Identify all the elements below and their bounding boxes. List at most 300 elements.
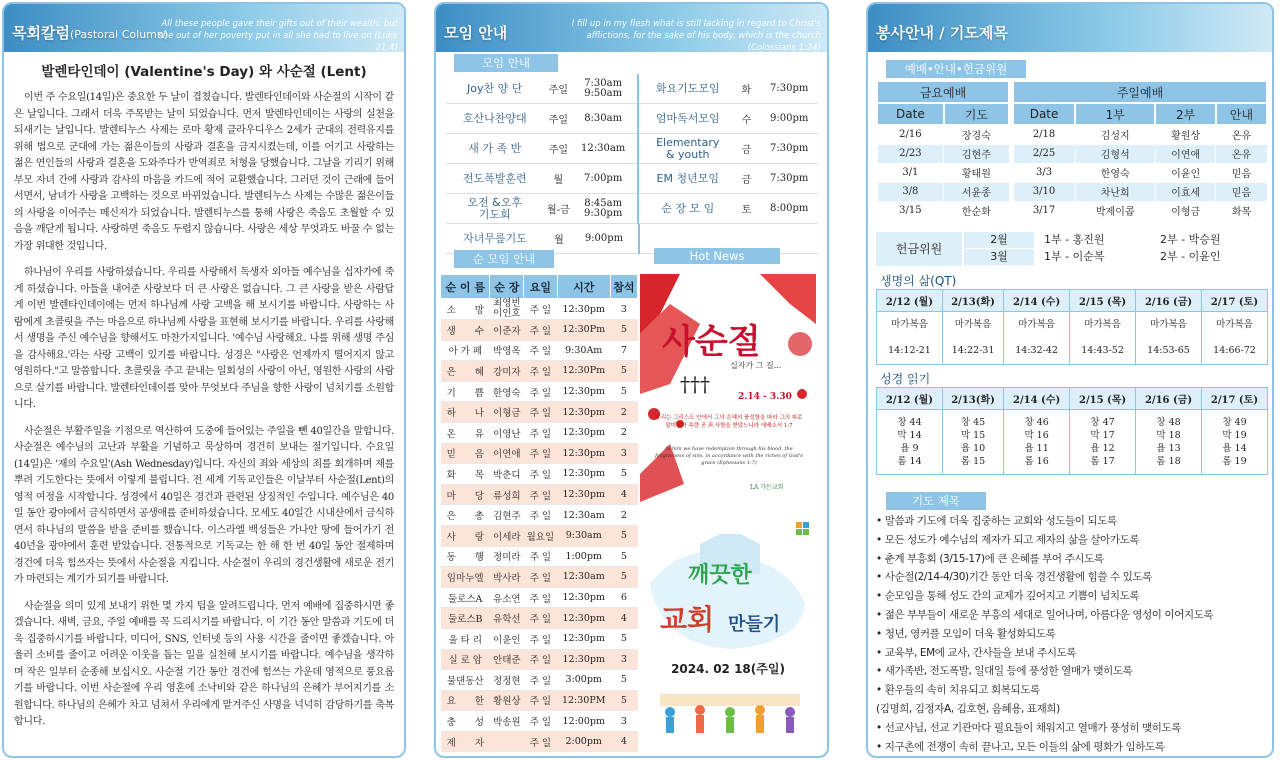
bible-ref: 창 46 <box>1024 417 1049 428</box>
qt-book: 마가복음 <box>1150 319 1187 330</box>
table-row <box>877 144 1009 163</box>
column-divider <box>637 74 639 104</box>
volunteers-illustration <box>640 684 816 744</box>
bible-ref: 롬 14 <box>897 456 922 467</box>
service-cell: 3/8 <box>877 182 944 201</box>
soon-cell: 4 <box>610 484 637 505</box>
meeting-row <box>446 104 818 134</box>
bible-ref: 욥 11 <box>1024 443 1049 454</box>
poster-dates: 2.14 - 3.30 <box>738 392 792 402</box>
qt-date: 2/13(화) <box>942 290 1003 312</box>
soon-cell: 12:30pm <box>557 443 610 464</box>
qt-cell <box>877 312 943 365</box>
prayer-item: • 환우들의 속히 치유되고 회복되도록 <box>876 684 1040 697</box>
table-row <box>441 711 638 732</box>
sunday-service-table <box>1012 80 1268 221</box>
soon-cell: 임마누엘 <box>441 567 490 588</box>
poster-logo: LA 가든교회 <box>750 484 784 491</box>
soon-cell: 5 <box>610 546 637 567</box>
bible-ref: 창 44 <box>897 417 922 428</box>
qt-date: 2/12 (월) <box>877 290 943 312</box>
clean-title-3: 만들기 <box>728 614 781 635</box>
table-row <box>441 649 638 670</box>
meeting-name: 엄마독서모임 <box>655 111 720 125</box>
soon-cell: 5 <box>610 628 637 649</box>
meeting-time: 7:30pm <box>770 173 809 184</box>
qt-cell <box>1136 312 1202 365</box>
qt-ref: 14:43-52 <box>1081 345 1124 356</box>
bible-ref: 창 47 <box>1090 417 1115 428</box>
soon-cell: 주 일 <box>524 711 558 732</box>
soon-cell: 충 성 <box>441 711 490 732</box>
soon-cell: 5 <box>610 525 637 546</box>
soon-cell: 울 타 리 <box>441 628 490 649</box>
table-row <box>441 690 638 711</box>
meeting-row <box>446 74 818 104</box>
qt-book: 마가복음 <box>1216 319 1253 330</box>
service-header-cell: Date <box>877 103 944 125</box>
meeting-time: 12:30am <box>581 142 626 154</box>
bible-ref: 막 14 <box>897 430 922 441</box>
soon-cell: 5 <box>610 670 637 691</box>
meeting-day: 월-금 <box>547 205 570 216</box>
prayer-item: • 청년, 영커플 모임이 더욱 활성화되도록 <box>876 627 1056 640</box>
table-row <box>441 628 638 649</box>
soon-cell: 박사라 <box>490 567 524 588</box>
offering-month: 3월 <box>964 249 1034 265</box>
meeting-time: 8:45am 9:30pm <box>583 197 623 219</box>
table-row <box>441 299 638 320</box>
service-cell: 황태원 <box>944 163 1009 182</box>
meeting-name: 새 가 족 반 <box>468 141 522 155</box>
service-cell: 화목 <box>1216 201 1267 220</box>
service-header-cell: 기도 <box>944 103 1009 125</box>
service-title: 주일예배 <box>1013 81 1267 103</box>
bible-reading-table <box>876 387 1268 475</box>
meeting-day: 수 <box>741 115 752 126</box>
soon-cell: 12:30pm <box>557 587 610 608</box>
table-row <box>441 340 638 361</box>
table-row <box>877 182 1009 201</box>
service-cell: 3/15 <box>877 201 944 220</box>
service-prayer-panel <box>866 2 1274 758</box>
soon-cell: 12:30pm <box>557 422 610 443</box>
table-row <box>441 361 638 382</box>
prayer-item: • 모든 성도가 예수님의 제자가 되고 제자의 삶을 살아가도록 <box>876 533 1140 546</box>
soon-cell: 최영빈 이인호 <box>490 299 524 320</box>
bible-ref: 롬 18 <box>1156 456 1181 467</box>
table-row <box>441 443 638 464</box>
offering-first: 1부 - 홍진원 <box>1044 233 1105 246</box>
bible-ref: 욥 13 <box>1156 443 1181 454</box>
soon-cell: 12:00pm <box>557 711 610 732</box>
soon-cell: 주 일 <box>524 587 558 608</box>
soon-cell: 5 <box>610 690 637 711</box>
table-row <box>1013 182 1267 201</box>
soon-cell: 12:30pm <box>557 299 610 320</box>
soon-cell: 주 일 <box>524 546 558 567</box>
table-row <box>441 525 638 546</box>
meeting-time: 9:00pm <box>770 113 809 124</box>
soon-cell: 주 일 <box>524 567 558 588</box>
soon-cell: 12:30am <box>557 505 610 526</box>
soon-cell: 2:00pm <box>557 731 610 752</box>
bible-date: 2/17 (토) <box>1202 388 1268 410</box>
prayer-item: • 지구촌에 전쟁이 속히 끝나고, 모든 이들의 삶에 평화가 임하도록 <box>876 740 1165 753</box>
meeting-day: 금 <box>741 145 752 156</box>
service-cell: 2/16 <box>877 125 944 144</box>
bible-date: 2/12 (월) <box>877 388 943 410</box>
soon-cell: 주 일 <box>524 649 558 670</box>
soon-header-row <box>441 275 638 299</box>
soon-cell: 주 일 <box>524 670 558 691</box>
bible-ref: 욥 9 <box>900 443 919 454</box>
qt-row <box>877 312 1268 365</box>
table-row <box>441 546 638 567</box>
article-body <box>4 90 404 731</box>
prayer-item: • 사순절(2/14-4/30)기간 동안 더욱 경건생활에 힘쓸 수 있도록 <box>876 571 1152 584</box>
meetings-panel <box>434 2 829 758</box>
service-title: 봉사안내 / 기도제목 <box>876 24 1008 42</box>
soon-cell: 사 랑 <box>441 525 490 546</box>
meeting-day: 화 <box>741 85 752 96</box>
bible-ref: 창 48 <box>1156 417 1181 428</box>
soon-cell: 이영난 <box>490 422 524 443</box>
bible-ref: 욥 10 <box>960 443 986 454</box>
article-paragraph: 하나님이 우리를 사랑하셨습니다. 우리를 사랑해서 독생자 외아들 예수님을 십자가에 죽게 하셨습니다. 아들을 내어준 사랑보다 더 큰 사랑은 없습니다. 그 큰 사랑을 받은 사람답게 이번 발렌타인데이에는 먼저 하나님께 사랑 고백을 해 보시기를 바랍니다. 사랑하는 사람에게 초콜릿을 주는 마음으로 하나님께 사랑을 표현해 보시기를 바랍니다. 우리를 사랑해서 생명을 주신 예수님을 향해서도 마찬가지입니다. '예수님 사랑해요. 나를 위해 생명 주심을 감사해요.'라는 사랑 고백이 있기를 바랍니다. 성경은 "사랑은 언제까지 떨어지지 않고 영원하다."고 말씀합니다. 초콜릿을 주고 끝내는 일회성의 사랑이 아닌, 영원한 사랑의 사람으로 살기를 바랍니다. 발렌타인데이를 맞아 무엇보다 주님을 향한 사랑이 넘치기를 소원합니다. <box>14 267 394 410</box>
soon-cell: 온 유 <box>441 422 490 443</box>
header-verse: All these people gave their gifts out of their wealth; but she out of her poverty put in all she had to live on (Luke 21:4) <box>158 19 398 53</box>
soon-cell: 5 <box>610 567 637 588</box>
bible-cell <box>877 410 943 475</box>
bible-ref: 롬 15 <box>960 456 986 467</box>
service-header-cell: 2부 <box>1155 103 1216 125</box>
soon-cell: 주 일 <box>524 402 558 423</box>
pastoral-column-title: 목회칼럼(Pastoral Column) <box>12 24 169 42</box>
prayer-item: • 선교사님, 선교 기관마다 필요들이 채워지고 열매가 풍성히 맺히도록 <box>876 721 1182 734</box>
meeting-row <box>446 134 818 164</box>
soon-cell: 12:30am <box>557 567 610 588</box>
poster-verse-en: In him we have redemption through his blood, the forgiveness of sins, in accordance with the riches of God's grace (Ephesians 1:7) <box>655 446 803 466</box>
soon-cell: 이준자 <box>490 320 524 341</box>
soon-cell: 1:00pm <box>557 546 610 567</box>
soon-cell: 요 한 <box>441 690 490 711</box>
column-divider <box>637 104 639 134</box>
table-row <box>441 402 638 423</box>
qt-label: 생명의 삶(QT) <box>880 274 957 288</box>
prayer-item: • 순모임을 통해 성도 간의 교제가 깊어지고 기쁨이 넘치도록 <box>876 590 1140 603</box>
soon-cell: 주 일 <box>524 484 558 505</box>
qt-table <box>876 289 1268 365</box>
soon-cell: 이연애 <box>490 443 524 464</box>
service-cell: 믿음 <box>1216 163 1267 182</box>
service-cell: 3/17 <box>1013 201 1075 220</box>
service-cell: 김성지 <box>1075 125 1155 144</box>
usher-label: 예배•안내•헌금위원 <box>886 60 1026 78</box>
soon-cell: 믿 음 <box>441 443 490 464</box>
soon-cell: 김현주 <box>490 505 524 526</box>
table-row <box>877 201 1009 220</box>
soon-cell: 6 <box>610 587 637 608</box>
soon-cell: 은 총 <box>441 505 490 526</box>
service-cell: 2/25 <box>1013 144 1075 163</box>
soon-cell: 동 행 <box>441 546 490 567</box>
prayer-item: (김명희, 김정자A, 김호현, 음혜용, 표재희) <box>876 702 1060 715</box>
qt-header-row <box>877 290 1268 312</box>
meetings-title: 모임 안내 <box>444 24 508 42</box>
service-cell: 황원상 <box>1155 125 1216 144</box>
soon-cell: 5 <box>610 361 637 382</box>
prayer-item: • 춘계 부흥회 (3/15-17)에 큰 은혜를 부어 주시도록 <box>876 552 1104 565</box>
soon-cell: 주 일 <box>524 690 558 711</box>
soon-cell: 4 <box>610 731 637 752</box>
poster-title: 사순절 <box>662 322 761 362</box>
soon-cell: 박영옥 <box>490 340 524 361</box>
meeting-day: 주일 <box>548 145 569 156</box>
meeting-name: Joy찬 양 단 <box>467 81 523 95</box>
bible-date: 2/14 (수) <box>1004 388 1070 410</box>
prayer-list <box>876 512 1268 756</box>
table-row <box>441 670 638 691</box>
soon-cell: 실 로 암 <box>441 649 490 670</box>
prayer-item: • 젊은 부부들이 새로운 부흥의 세대로 일어나며, 아름다운 영성이 이어지도록 <box>876 608 1214 621</box>
qt-cell <box>1070 312 1136 365</box>
table-row <box>441 731 638 752</box>
service-cell: 이효세 <box>1155 182 1216 201</box>
soon-cell: 제 자 <box>441 731 490 752</box>
service-header-row <box>1013 103 1267 125</box>
bible-ref: 막 15 <box>960 430 986 441</box>
service-cell: 한순화 <box>944 201 1009 220</box>
service-title: 금요예배 <box>877 81 1009 103</box>
table-row <box>441 567 638 588</box>
qt-date: 2/17 (토) <box>1202 290 1268 312</box>
service-cell: 온유 <box>1216 125 1267 144</box>
table-row <box>441 608 638 629</box>
service-cell: 이형금 <box>1155 201 1216 220</box>
column-divider <box>637 134 639 164</box>
soon-cell: 12:30pm <box>557 464 610 485</box>
soon-cell: 12:30Pm <box>557 361 610 382</box>
table-row <box>441 505 638 526</box>
bible-cell <box>1004 410 1070 475</box>
meeting-name: 호산나찬양대 <box>462 111 527 125</box>
hot-news-label: Hot News <box>654 248 780 264</box>
soon-cell: 주 일 <box>524 731 558 752</box>
meeting-time: 8:00pm <box>770 203 809 214</box>
service-cell: 김형석 <box>1075 144 1155 163</box>
meeting-name: 오전 &오후 기도회 <box>467 195 523 221</box>
clean-date: 2024. 02 18(주일) <box>671 662 785 676</box>
qt-date: 2/16 (금) <box>1136 290 1202 312</box>
soon-cell: 3:00pm <box>557 670 610 691</box>
qt-ref: 14:12-21 <box>888 345 931 356</box>
soon-cell: 주 일 <box>524 320 558 341</box>
offering-first: 1부 - 이순복 <box>1044 250 1105 263</box>
soon-cell: 주 일 <box>524 464 558 485</box>
soon-cell: 7 <box>610 340 637 361</box>
soon-cell: 4 <box>610 608 637 629</box>
soon-cell: 월요일 <box>524 525 558 546</box>
table-row <box>1013 125 1267 144</box>
offering-month: 2월 <box>964 232 1034 248</box>
article-paragraph: 이번 주 수요일(14일)은 중요한 두 날이 겹쳤습니다. 발렌타인데이와 사순절의 시작이 같은 날입니다. 그래서 더욱 주목받는 날이 되었습니다. 먼저 발렌타인데이는 사랑의 실천을 되새기는 날입니다. 발렌티누스 사제는 로마 황제 클라우디우스 2세가 군대의 전력유지를 위해 법으로 군대에 가는 젊은이들의 사랑과 결혼을 금지시켰는데, 이를 어기고 사랑하는 젊은 연인들의 사랑과 결혼을 도와주다가 반역죄로 처형을 당했습니다. 그날을 기리기 위해 부모 자녀 간에 사랑과 감사의 마음을 카드에 적어 교환했습니다. 그러던 것이 근래에 들어서면서, 남녀가 사랑을 고백하는 것으로 바뀌었습니다. 발렌티누스 사제는 수많은 젊은이들의 사랑을 이어주는 메신저가 되었습니다. 발렌티누스를 통해 사랑은 죽음도 초월할 수 있음을 깨닫게 됩니다. 사랑하면 죽음도 두렵지 않습니다. 사랑은 세상 무엇과도 바꿀 수 없는 가장 위대한 것입니다. <box>14 92 394 252</box>
prayer-item: • 말씀과 기도에 더욱 집중하는 교회와 성도들이 되도록 <box>876 515 1117 527</box>
service-cell: 한영숙 <box>1075 163 1155 182</box>
offering-second: 2부 - 이윤인 <box>1160 250 1221 263</box>
qt-ref: 14:22-31 <box>951 345 995 356</box>
bible-ref: 롬 17 <box>1090 456 1115 467</box>
service-header-cell: 1부 <box>1075 103 1155 125</box>
soon-cell: 5 <box>610 464 637 485</box>
qt-ref: 14:66-72 <box>1213 345 1256 356</box>
soon-cell: 3 <box>610 443 637 464</box>
soon-cell: 하 나 <box>441 402 490 423</box>
service-cell: 온유 <box>1216 144 1267 163</box>
soon-cell: 이윤인 <box>490 628 524 649</box>
service-cell: 이윤인 <box>1155 163 1216 182</box>
bible-reading-label: 성경 읽기 <box>880 372 931 386</box>
soon-header-cell: 참석 <box>610 275 637 299</box>
qt-ref: 14:32-42 <box>1015 345 1058 356</box>
soon-cell: 은 혜 <box>441 361 490 382</box>
service-cell: 3/10 <box>1013 182 1075 201</box>
soon-cell: 둘로스A <box>441 587 490 608</box>
meeting-row <box>446 194 818 224</box>
soon-cell: 이형금 <box>490 402 524 423</box>
service-header-row <box>877 103 1009 125</box>
soon-cell: 물댄동산 <box>441 670 490 691</box>
soon-cell: 주 일 <box>524 381 558 402</box>
soon-cell: 주 일 <box>524 340 558 361</box>
soon-cell: 2 <box>610 422 637 443</box>
soon-cell: 주 일 <box>524 608 558 629</box>
service-cell: 서윤종 <box>944 182 1009 201</box>
service-cell: 차난희 <box>1075 182 1155 201</box>
qt-book: 마가복음 <box>1018 319 1055 330</box>
soon-cell: 기 쁨 <box>441 381 490 402</box>
qt-date: 2/14 (수) <box>1004 290 1070 312</box>
meeting-day: 월 <box>553 175 564 186</box>
qt-ref: 14:53-65 <box>1147 345 1190 356</box>
soon-label: 순 모임 안내 <box>454 250 554 268</box>
table-row <box>441 484 638 505</box>
soon-cell: 5 <box>610 381 637 402</box>
qt-book: 마가복음 <box>954 319 992 330</box>
soon-cell: 박춘디 <box>490 464 524 485</box>
qt-cell <box>1004 312 1070 365</box>
soon-cell: 한영숙 <box>490 381 524 402</box>
table-row <box>877 125 1009 144</box>
bible-ref: 막 17 <box>1090 430 1115 441</box>
offering-label: 헌금위원 <box>876 232 962 266</box>
lent-poster-art <box>640 274 816 502</box>
meeting-day: 월 <box>554 235 564 246</box>
meeting-time: 7:00pm <box>583 172 623 184</box>
soon-cell: 아 가 페 <box>441 340 490 361</box>
article-paragraph: 사순절은 부활주일을 기점으로 역산하여 도중에 들어있는 주일을 뺀 40일간을 말합니다. 사순절은 예수님의 고난과 부활을 기념하고 묵상하며 경건히 보내는 절기입니다. 수요일(14일)은 '재의 수요일'(Ash Wednesday)입니다. 자신의 죄와 세상의 죄를 회개하며 재를 뿌려 기도한다는 뜻에서 이렇게 불립니다. 전 세계 기독교인들은 이날부터 사순절(Lent)의 영적 여정을 시작합니다. 성경에서 40일은 경건과 관련된 상징적인 수입니다. 예수님은 40일 동안 광야에서 금식하면서 공생애를 준비하셨습니다. 모세도 40일간 시내산에서 금식하면서 하나님의 말씀을 받을 준비를 했습니다. 이스라엘 백성들은 가나안 땅에 들어가기 전 40년을 광야에서 훈련 받았습니다. 전통적으로 기독교는 한 해 한 번 40일 동안 절제하며 경건에 더욱 힘쓰자는 뜻에서 사순절을 지킵니다. 사순절이 우리의 경건생활에 새로운 전기가 마련되는 계기가 되기를 바랍니다. <box>14 425 394 585</box>
header-verse: I fill up in my flesh what is still lacking in regard to Christ's afflictions, for the sake of his body, which is the church (Colossians 1:24) <box>571 19 821 53</box>
service-cell: 3/1 <box>877 163 944 182</box>
lent-poster <box>640 274 816 502</box>
meeting-row <box>446 164 818 194</box>
qt-cell <box>1202 312 1268 365</box>
meeting-day: 주일 <box>548 115 569 126</box>
service-cell: 장경숙 <box>944 125 1009 144</box>
meeting-day: 주일 <box>548 85 569 96</box>
soon-cell: 12:30pm <box>557 628 610 649</box>
soon-header-cell: 시간 <box>557 275 610 299</box>
meetings-header <box>436 4 827 52</box>
service-title-row <box>877 81 1009 103</box>
bible-ref: 롬 16 <box>1024 456 1049 467</box>
pastoral-column-panel <box>2 2 406 758</box>
soon-cell: 주 일 <box>524 422 558 443</box>
soon-cell: 주 일 <box>524 299 558 320</box>
service-cell: 3/3 <box>1013 163 1075 182</box>
meeting-day: 금 <box>741 175 752 186</box>
table-row <box>441 464 638 485</box>
soon-cell: 12:30pm <box>557 484 610 505</box>
service-cell: 2/23 <box>877 144 944 163</box>
soon-cell: 2 <box>610 505 637 526</box>
bible-ref: 욥 12 <box>1090 443 1115 454</box>
cross-icon: ††† <box>680 372 710 396</box>
meeting-time: 7:30am 9:50am <box>584 77 623 99</box>
soon-cell: 유소연 <box>490 587 524 608</box>
meeting-time: 7:30pm <box>770 143 809 154</box>
service-cell: 믿음 <box>1216 182 1267 201</box>
soon-header-cell: 요일 <box>524 275 558 299</box>
soon-cell: 생 수 <box>441 320 490 341</box>
bible-cell <box>1136 410 1202 475</box>
bible-row <box>877 410 1268 475</box>
soon-cell: 3 <box>610 649 637 670</box>
friday-service-table <box>876 80 1010 221</box>
prayer-item: • 교육부, EM에 교사, 간사들을 보내 주시도록 <box>876 646 1077 659</box>
soon-cell: 정미라 <box>490 546 524 567</box>
soon-table <box>440 274 638 752</box>
meeting-name: 전도폭발훈련 <box>462 171 527 185</box>
meeting-time: 8:30am <box>584 112 623 124</box>
soon-header-cell: 순 이 름 <box>441 275 490 299</box>
table-row <box>877 163 1009 182</box>
soon-cell: 주 일 <box>524 505 558 526</box>
service-header-cell: 안내 <box>1216 103 1267 125</box>
soon-cell: 화 목 <box>441 464 490 485</box>
soon-header-cell: 순 장 <box>490 275 524 299</box>
service-header <box>868 4 1272 52</box>
clean-title-2: 교회 <box>660 603 715 636</box>
bible-date: 2/16 (금) <box>1136 388 1202 410</box>
service-cell: 2/18 <box>1013 125 1075 144</box>
soon-cell: 5 <box>610 320 637 341</box>
meeting-time: 9:00pm <box>584 232 624 244</box>
soon-cell: 12:30pm <box>557 649 610 670</box>
soon-cell: 황원상 <box>490 690 524 711</box>
bible-ref: 창 45 <box>960 417 986 428</box>
soon-cell: 주 일 <box>524 628 558 649</box>
soon-cell: 3 <box>610 711 637 732</box>
bible-header-row <box>877 388 1268 410</box>
bible-date: 2/15 (목) <box>1070 388 1136 410</box>
service-cell: 박제이콥 <box>1075 201 1155 220</box>
column-divider <box>637 164 639 194</box>
meeting-name: 화요기도모임 <box>655 81 720 95</box>
bible-cell <box>1202 410 1268 475</box>
meeting-day: 토 <box>741 205 752 216</box>
soon-cell: 12:30pm <box>557 402 610 423</box>
